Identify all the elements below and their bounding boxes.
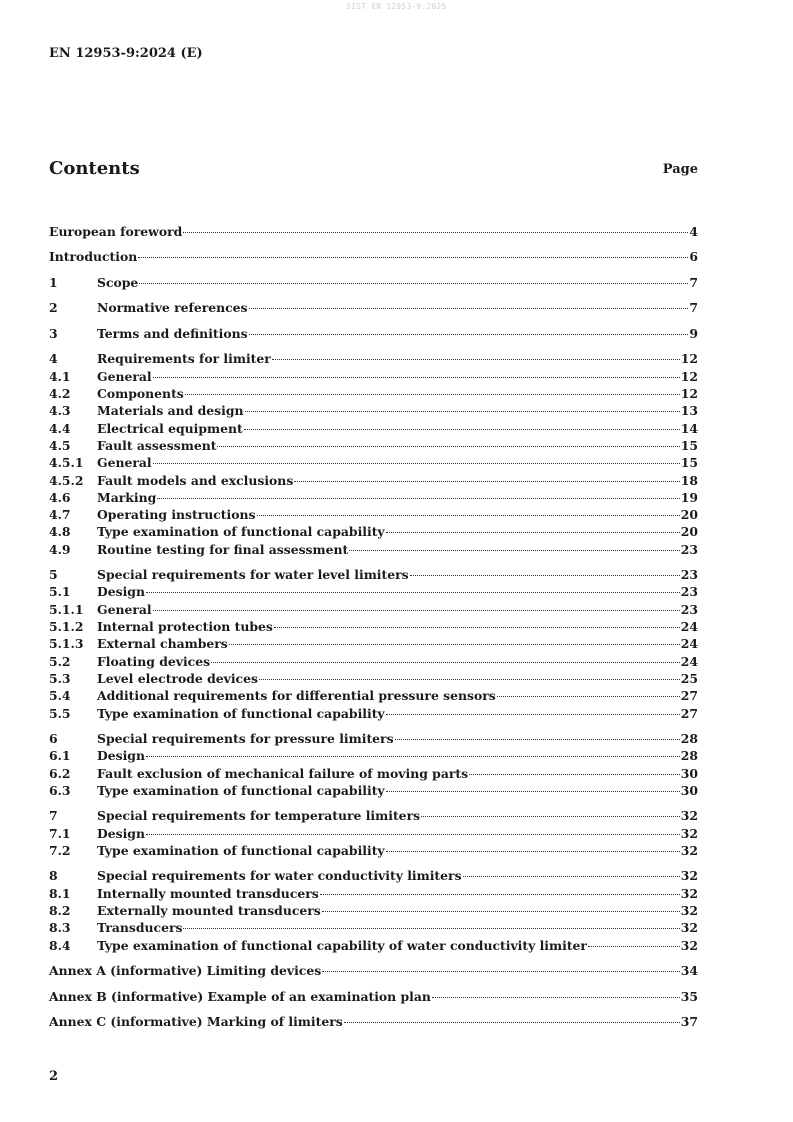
toc-entry-title: Special requirements for water level limiters bbox=[97, 567, 409, 583]
toc-entry-page: 32 bbox=[680, 843, 698, 858]
toc-entry-title: Annex C (informative) Marking of limiters bbox=[49, 1014, 343, 1030]
toc-entry-title: Scope bbox=[97, 274, 139, 290]
toc-dot-leader bbox=[274, 627, 680, 628]
toc-entry-page: 15 bbox=[680, 455, 698, 471]
toc-entry-number: 4.1 bbox=[49, 368, 71, 384]
toc-dot-leader bbox=[249, 308, 689, 309]
toc-entry-title: Floating devices bbox=[97, 653, 211, 669]
toc-entry-title: Annex B (informative) Example of an examination plan bbox=[49, 988, 431, 1004]
toc-entry-title: Special requirements for temperature limiters bbox=[97, 808, 421, 824]
toc-entry-title: European foreword bbox=[49, 224, 183, 239]
toc-entry-number: 8 bbox=[49, 868, 58, 884]
toc-dot-leader bbox=[386, 851, 680, 852]
page-column-label: Page bbox=[662, 162, 698, 177]
toc-entry[interactable] bbox=[49, 867, 698, 884]
toc-entry-number: 6.1 bbox=[49, 748, 71, 764]
toc-entry-page: 32 bbox=[680, 825, 698, 841]
toc-dot-leader bbox=[386, 532, 680, 533]
toc-entry-title: External chambers bbox=[97, 636, 228, 652]
toc-entry[interactable] bbox=[49, 919, 698, 936]
toc-dot-leader bbox=[469, 774, 680, 775]
toc-dot-leader bbox=[157, 498, 680, 499]
toc-dot-leader bbox=[386, 791, 680, 792]
toc-entry-number: 6.3 bbox=[49, 782, 71, 798]
toc-entry-page: 28 bbox=[680, 748, 698, 764]
toc-entry-page: 32 bbox=[680, 937, 698, 953]
toc-entry[interactable] bbox=[49, 402, 698, 419]
toc-entry-number: 4.9 bbox=[49, 541, 71, 557]
toc-entry[interactable] bbox=[49, 523, 698, 540]
toc-dot-leader bbox=[183, 232, 688, 233]
toc-entry-title: Type examination of functional capability bbox=[97, 705, 385, 721]
toc-entry[interactable] bbox=[49, 454, 698, 471]
toc-dot-leader bbox=[138, 257, 688, 258]
toc-dot-leader bbox=[497, 696, 680, 697]
toc-entry-title: General bbox=[97, 601, 152, 617]
toc-entry-title: Special requirements for pressure limiters bbox=[97, 731, 394, 747]
toc-entry-title: Materials and design bbox=[97, 403, 244, 419]
toc-entry[interactable] bbox=[49, 566, 698, 583]
toc-entry-page: 4 bbox=[689, 224, 698, 239]
toc-entry-page: 32 bbox=[680, 885, 698, 901]
toc-entry-title: Type examination of functional capability bbox=[97, 843, 385, 858]
toc-entry[interactable] bbox=[49, 541, 698, 558]
toc-entry-number: 5 bbox=[49, 567, 58, 583]
contents-title: Contents bbox=[49, 158, 140, 179]
toc-dot-leader bbox=[259, 679, 680, 680]
toc-entry-page: 34 bbox=[680, 963, 698, 979]
toc-entry-page: 14 bbox=[680, 420, 698, 436]
toc-dot-leader bbox=[211, 662, 680, 663]
toc-entry[interactable] bbox=[49, 350, 698, 367]
document-id: EN 12953-9:2024 (E) bbox=[49, 46, 203, 61]
toc-entry-page: 32 bbox=[680, 868, 698, 884]
toc-entry-number: 4.7 bbox=[49, 507, 71, 523]
toc-entry-number: 3 bbox=[49, 325, 58, 341]
toc-entry-title: Normative references bbox=[97, 300, 248, 316]
toc-entry-number: 5.1.3 bbox=[49, 636, 84, 652]
toc-entry[interactable] bbox=[49, 988, 698, 1005]
toc-entry-number: 7 bbox=[49, 808, 58, 824]
toc-entry-page: 24 bbox=[680, 653, 698, 669]
toc-entry-page: 27 bbox=[680, 705, 698, 721]
toc-dot-leader bbox=[257, 515, 680, 516]
toc-entry-number: 4.8 bbox=[49, 524, 71, 540]
toc-entry-page: 32 bbox=[680, 920, 698, 936]
toc-entry-number: 4.2 bbox=[49, 386, 71, 402]
toc-entry-title: Fault exclusion of mechanical failure of moving parts bbox=[97, 765, 469, 781]
toc-entry-page: 32 bbox=[680, 903, 698, 919]
toc-dot-leader bbox=[153, 610, 680, 611]
toc-dot-leader bbox=[229, 644, 680, 645]
toc-entry[interactable] bbox=[49, 730, 698, 747]
toc-entry-title: Special requirements for water conductivity limiters bbox=[97, 868, 462, 884]
toc-entry-page: 24 bbox=[680, 636, 698, 652]
toc-entry[interactable] bbox=[49, 782, 698, 799]
toc-entry-page: 23 bbox=[680, 601, 698, 617]
toc-dot-leader bbox=[432, 997, 680, 998]
toc-entry-page: 18 bbox=[680, 472, 698, 488]
toc-entry-title: Externally mounted transducers bbox=[97, 903, 321, 919]
toc-dot-leader bbox=[217, 446, 679, 447]
toc-entry-page: 32 bbox=[680, 808, 698, 824]
toc-dot-leader bbox=[320, 894, 680, 895]
toc-entry-number: 2 bbox=[49, 300, 58, 316]
toc-dot-leader bbox=[349, 550, 680, 551]
toc-entry[interactable] bbox=[49, 601, 698, 618]
toc-entry-title: Operating instructions bbox=[97, 507, 256, 523]
toc-entry[interactable] bbox=[49, 747, 698, 764]
toc-entry-page: 12 bbox=[680, 368, 698, 384]
page-number: 2 bbox=[49, 1069, 59, 1084]
toc-entry-number: 4.5.2 bbox=[49, 472, 84, 488]
toc-entry-number: 5.4 bbox=[49, 688, 71, 704]
toc-entry-title: General bbox=[97, 368, 152, 384]
toc-entry-number: 4.3 bbox=[49, 403, 71, 419]
toc-entry-number: 7.2 bbox=[49, 843, 71, 858]
toc-dot-leader bbox=[153, 463, 680, 464]
toc-entry-number: 4.6 bbox=[49, 489, 71, 505]
toc-dot-leader bbox=[588, 946, 680, 947]
toc-dot-leader bbox=[421, 816, 680, 817]
toc-entry-title: Routine testing for final assessment bbox=[97, 541, 349, 557]
toc-dot-leader bbox=[146, 834, 680, 835]
toc-entry-title: Internal protection tubes bbox=[97, 619, 273, 635]
toc-entry-page: 9 bbox=[689, 325, 698, 341]
toc-entry[interactable] bbox=[49, 437, 698, 454]
table-of-contents bbox=[49, 223, 698, 1030]
toc-dot-leader bbox=[294, 481, 679, 482]
toc-entry[interactable] bbox=[49, 842, 698, 859]
toc-dot-leader bbox=[272, 359, 680, 360]
toc-entry-number: 5.1 bbox=[49, 584, 71, 600]
toc-entry[interactable] bbox=[49, 472, 698, 489]
toc-entry-page: 13 bbox=[680, 403, 698, 419]
toc-entry-page: 28 bbox=[680, 731, 698, 747]
toc-entry-title: Type examination of functional capability bbox=[97, 782, 385, 798]
toc-entry-number: 5.1.1 bbox=[49, 601, 84, 617]
toc-entry-number: 8.3 bbox=[49, 920, 71, 936]
toc-entry-number: 6.2 bbox=[49, 765, 71, 781]
toc-entry-title: Design bbox=[97, 584, 145, 600]
toc-entry[interactable] bbox=[49, 687, 698, 704]
toc-dot-leader bbox=[322, 971, 680, 972]
toc-entry-title: Components bbox=[97, 386, 184, 402]
toc-entry-number: 4 bbox=[49, 351, 58, 367]
toc-entry-page: 6 bbox=[689, 249, 698, 265]
toc-entry[interactable] bbox=[49, 705, 698, 722]
toc-dot-leader bbox=[410, 575, 680, 576]
toc-entry-title: Design bbox=[97, 825, 145, 841]
toc-entry[interactable] bbox=[49, 885, 698, 902]
toc-entry[interactable] bbox=[49, 325, 698, 342]
toc-dot-leader bbox=[146, 756, 680, 757]
toc-entry-title: Internally mounted transducers bbox=[97, 885, 319, 901]
toc-entry-title: Fault models and exclusions bbox=[97, 472, 294, 488]
toc-entry-title: Annex A (informative) Limiting devices bbox=[49, 963, 322, 979]
toc-dot-leader bbox=[463, 876, 680, 877]
toc-entry-title: Level electrode devices bbox=[97, 670, 258, 686]
toc-entry-page: 35 bbox=[680, 988, 698, 1004]
toc-entry-title: General bbox=[97, 455, 152, 471]
toc-entry-number: 8.1 bbox=[49, 885, 71, 901]
toc-entry-number: 4.5 bbox=[49, 437, 71, 453]
toc-entry-number: 8.4 bbox=[49, 937, 71, 953]
toc-entry-page: 7 bbox=[689, 300, 698, 316]
toc-entry[interactable] bbox=[49, 583, 698, 600]
toc-entry-number: 5.3 bbox=[49, 670, 71, 686]
toc-entry-title: Fault assessment bbox=[97, 437, 217, 453]
toc-entry[interactable] bbox=[49, 506, 698, 523]
toc-dot-leader bbox=[245, 411, 680, 412]
toc-dot-leader bbox=[244, 429, 680, 430]
toc-dot-leader bbox=[185, 394, 680, 395]
toc-entry-page: 23 bbox=[680, 541, 698, 557]
toc-entry-number: 1 bbox=[49, 274, 58, 290]
toc-entry[interactable] bbox=[49, 937, 698, 954]
toc-entry[interactable] bbox=[49, 635, 698, 652]
toc-entry[interactable] bbox=[49, 670, 698, 687]
toc-dot-leader bbox=[153, 377, 680, 378]
toc-dot-leader bbox=[183, 928, 679, 929]
toc-entry[interactable] bbox=[49, 368, 698, 385]
toc-entry-page: 15 bbox=[680, 437, 698, 453]
toc-dot-leader bbox=[146, 592, 680, 593]
toc-entry-page: 25 bbox=[680, 670, 698, 686]
toc-entry-page: 12 bbox=[680, 351, 698, 367]
watermark: SIST EN 12953-9:2025 bbox=[346, 2, 447, 11]
toc-entry-number: 8.2 bbox=[49, 903, 71, 919]
toc-dot-leader bbox=[386, 714, 680, 715]
toc-entry[interactable] bbox=[49, 420, 698, 437]
toc-entry-title: Requirements for limiter bbox=[97, 351, 271, 367]
toc-entry-title: Type examination of functional capability bbox=[97, 524, 385, 540]
toc-entry-title: Design bbox=[97, 748, 145, 764]
toc-entry[interactable] bbox=[49, 248, 698, 265]
toc-entry-page: 24 bbox=[680, 619, 698, 635]
toc-entry-page: 27 bbox=[680, 688, 698, 704]
toc-entry-number: 5.1.2 bbox=[49, 619, 84, 635]
toc-entry-title: Introduction bbox=[49, 249, 138, 265]
toc-entry[interactable] bbox=[49, 1013, 698, 1030]
toc-entry-page: 30 bbox=[680, 765, 698, 781]
toc-entry-page: 20 bbox=[680, 524, 698, 540]
toc-dot-leader bbox=[344, 1022, 680, 1023]
toc-entry-number: 5.5 bbox=[49, 705, 71, 721]
toc-dot-leader bbox=[139, 283, 688, 284]
toc-entry[interactable] bbox=[49, 489, 698, 506]
toc-entry-number: 7.1 bbox=[49, 825, 71, 841]
toc-entry-page: 19 bbox=[680, 489, 698, 505]
toc-entry-title: Type examination of functional capability of water conductivity limiter bbox=[97, 937, 587, 953]
toc-entry[interactable] bbox=[49, 618, 698, 635]
toc-entry[interactable] bbox=[49, 765, 698, 782]
toc-entry-title: Terms and definitions bbox=[97, 325, 248, 341]
toc-entry-title: Transducers bbox=[97, 920, 183, 936]
toc-entry[interactable] bbox=[49, 385, 698, 402]
toc-entry[interactable] bbox=[49, 825, 698, 842]
toc-dot-leader bbox=[249, 334, 689, 335]
toc-entry[interactable] bbox=[49, 653, 698, 670]
toc-entry-number: 6 bbox=[49, 731, 58, 747]
toc-entry-number: 4.4 bbox=[49, 420, 71, 436]
toc-entry[interactable] bbox=[49, 902, 698, 919]
toc-entry-page: 23 bbox=[680, 584, 698, 600]
toc-entry[interactable] bbox=[49, 274, 698, 291]
toc-entry-page: 7 bbox=[689, 274, 698, 290]
toc-entry-title: Electrical equipment bbox=[97, 420, 243, 436]
toc-entry-page: 20 bbox=[680, 507, 698, 523]
toc-entry-title: Additional requirements for differential pressure sensors bbox=[97, 688, 496, 704]
toc-entry-page: 37 bbox=[680, 1014, 698, 1030]
toc-dot-leader bbox=[395, 739, 680, 740]
toc-entry-number: 4.5.1 bbox=[49, 455, 84, 471]
toc-dot-leader bbox=[322, 911, 680, 912]
toc-entry[interactable] bbox=[49, 962, 698, 979]
toc-entry-number: 5.2 bbox=[49, 653, 71, 669]
toc-entry-page: 30 bbox=[680, 782, 698, 798]
toc-entry-page: 12 bbox=[680, 386, 698, 402]
toc-entry[interactable] bbox=[49, 807, 698, 824]
toc-entry-page: 23 bbox=[680, 567, 698, 583]
toc-entry-title: Marking bbox=[97, 489, 157, 505]
toc-entry[interactable] bbox=[49, 299, 698, 316]
toc-entry[interactable] bbox=[49, 223, 698, 240]
